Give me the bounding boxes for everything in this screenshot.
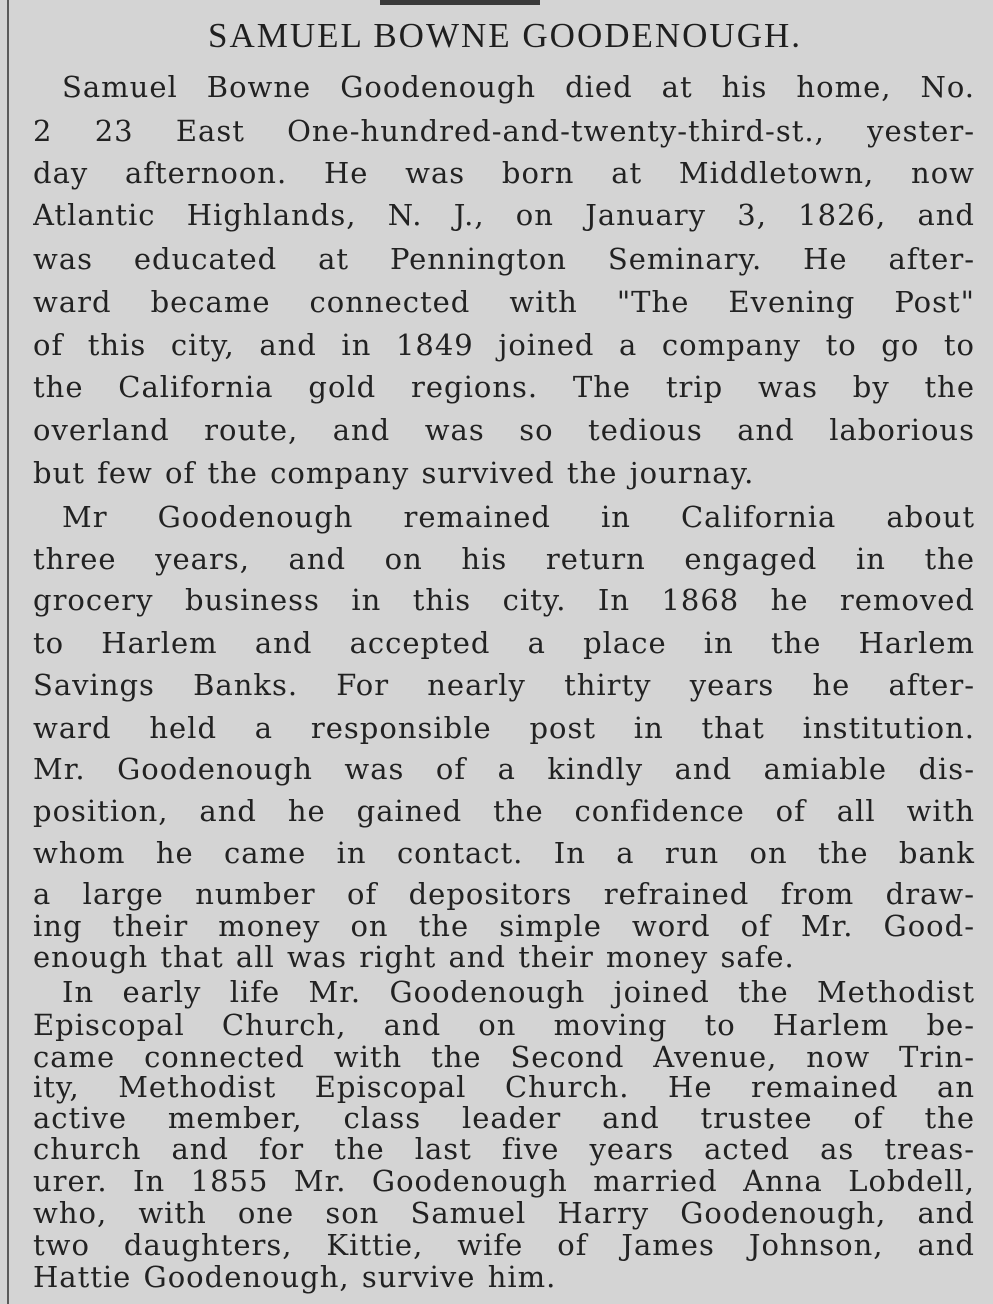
article-line: church and for the last five years acted as treas- (33, 1132, 975, 1166)
article-line: overland route, and was so tedious and laborious (33, 413, 975, 447)
article-line: two daughters, Kittie, wife of James Johnson, and (33, 1228, 975, 1262)
article-line: position, and he gained the confidence of all with (33, 794, 975, 828)
header-rule (380, 0, 540, 5)
article-line: enough that all was right and their money safe. (33, 940, 795, 974)
article-line: a large number of depositors refrained from draw- (33, 877, 975, 911)
article-line: but few of the company survived the journay. (33, 456, 755, 490)
article-line: to Harlem and accepted a place in the Harlem (33, 626, 975, 660)
article-line: Savings Banks. For nearly thirty years he after- (33, 668, 975, 702)
column-rule (7, 0, 9, 1304)
article-line: ward became connected with "The Evening Post" (33, 285, 975, 319)
article-line: who, with one son Samuel Harry Goodenough, and (33, 1196, 975, 1230)
article-line: ing their money on the simple word of Mr. Good- (33, 909, 975, 943)
article-line: urer. In 1855 Mr. Goodenough married Anna Lobdell, (33, 1164, 975, 1198)
article-headline: SAMUEL BOWNE GOODENOUGH. (207, 16, 803, 55)
article-line: grocery business in this city. In 1868 he removed (33, 583, 975, 617)
article-line: came connected with the Second Avenue, now Trin- (33, 1040, 975, 1074)
article-line: active member, class leader and trustee of the (33, 1101, 975, 1135)
article-line: the California gold regions. The trip was by the (33, 370, 975, 404)
article-line: 2 23 East One-hundred-and-twenty-third-st., yester- (33, 114, 975, 148)
article-line: Hattie Goodenough, survive him. (33, 1260, 557, 1294)
article-line: Episcopal Church, and on moving to Harlem be- (33, 1008, 975, 1042)
article-line: three years, and on his return engaged in the (33, 542, 975, 576)
article-line: whom he came in contact. In a run on the bank (33, 836, 975, 870)
article-line: was educated at Pennington Seminary. He after- (33, 242, 975, 276)
article-line: ward held a responsible post in that institution. (33, 711, 975, 745)
article-line: day afternoon. He was born at Middletown, now (33, 156, 975, 190)
article-line: Mr. Goodenough was of a kindly and amiable dis- (33, 752, 975, 786)
article-line: ity, Methodist Episcopal Church. He remained an (33, 1070, 975, 1104)
article-line: Atlantic Highlands, N. J., on January 3, 1826, and (33, 198, 975, 232)
article-line: Mr Goodenough remained in California about (62, 500, 975, 534)
article-line: of this city, and in 1849 joined a company to go to (33, 328, 975, 362)
article-line: In early life Mr. Goodenough joined the Methodist (62, 975, 975, 1009)
article-line: Samuel Bowne Goodenough died at his home, No. (62, 70, 975, 104)
